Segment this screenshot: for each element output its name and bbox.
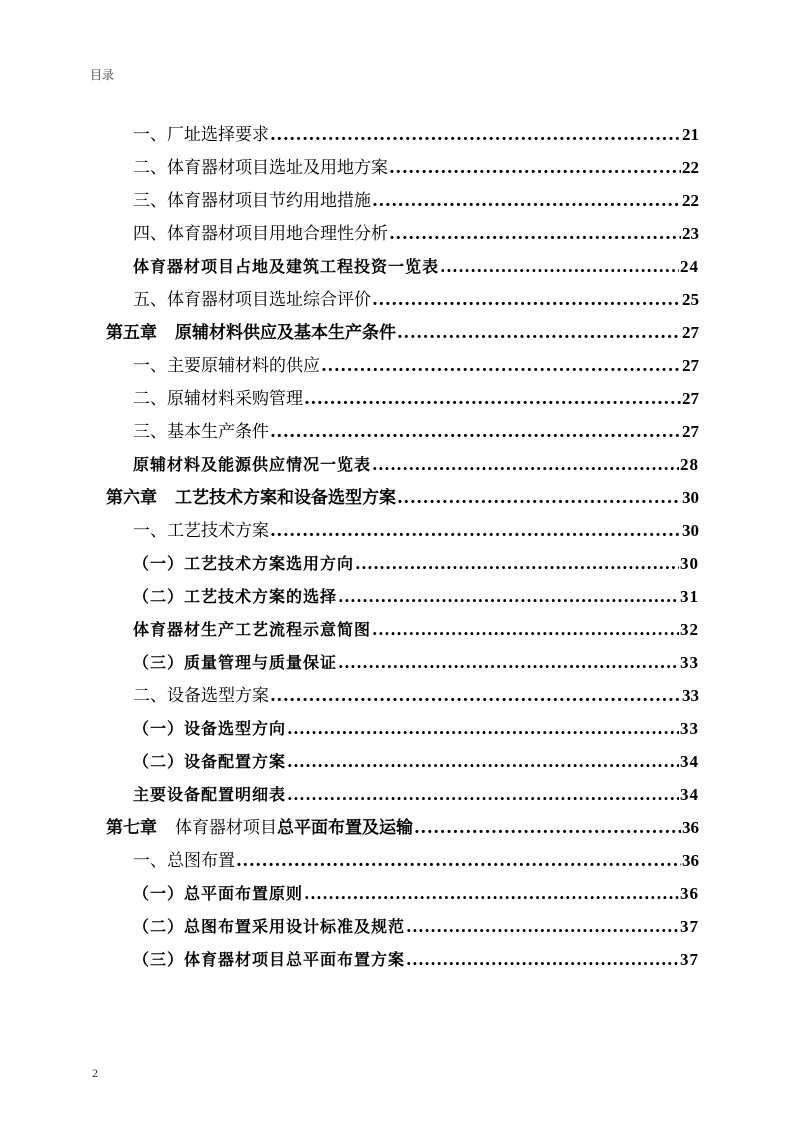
toc-entry-title: （一）设备选型方向 [133, 719, 287, 738]
toc-entry-title: （二）总图布置采用设计标准及规范 [133, 917, 406, 936]
toc-entry-page: 22 [682, 191, 699, 210]
toc-entry[interactable] [133, 382, 699, 415]
toc-entry-title: 一、工艺技术方案 [133, 521, 269, 541]
toc-entry-page: 32 [680, 620, 699, 639]
toc-entry-title: 一、厂址选择要求 [133, 125, 269, 145]
running-header: 目录 [90, 68, 115, 82]
toc-entry[interactable] [133, 118, 699, 151]
toc-entry-page: 36 [682, 818, 699, 837]
toc-entry-page: 36 [680, 884, 699, 903]
toc-entry[interactable] [133, 580, 699, 613]
toc-entry-title: 二、体育器材项目选址及用地方案 [133, 158, 388, 178]
toc-entry-title: （一）总平面布置原则 [133, 884, 304, 903]
toc-entry[interactable] [133, 844, 699, 877]
toc-entry-title: 三、体育器材项目节约用地措施 [133, 191, 371, 211]
toc-entry-title: 体育器材生产工艺流程示意简图 [133, 620, 372, 639]
toc-entry-title: 二、设备选型方案 [133, 686, 269, 706]
dot-leader [304, 383, 681, 416]
dot-leader [397, 482, 681, 515]
dot-leader [304, 877, 679, 910]
toc-chapter-entry[interactable] [106, 316, 699, 349]
toc-entry-page: 36 [682, 851, 699, 870]
toc-entry-page: 37 [680, 950, 699, 969]
dot-leader [372, 448, 679, 481]
toc-entry[interactable] [133, 415, 699, 448]
toc-entry-title: （一）工艺技术方案选用方向 [133, 554, 355, 573]
toc-entry-title: 二、原辅材料采购管理 [133, 389, 303, 409]
dot-leader [389, 218, 681, 251]
toc-entry[interactable] [133, 514, 699, 547]
dot-leader [270, 119, 681, 152]
dot-leader [287, 745, 679, 778]
chapter-number: 第七章 [106, 818, 157, 838]
chapter-name: 总平面布置及运输 [277, 818, 413, 838]
dot-leader [372, 613, 679, 646]
toc-entry-title: （三）体育器材项目总平面布置方案 [133, 950, 406, 969]
toc-entry[interactable] [133, 448, 699, 481]
toc-entry-page: 27 [682, 389, 699, 408]
toc-chapter-title [106, 317, 396, 350]
toc-entry[interactable] [133, 646, 699, 679]
toc-entry-page: 34 [680, 785, 699, 804]
toc-entry[interactable] [133, 349, 699, 382]
toc-entry-page: 34 [680, 752, 699, 771]
chapter-number: 第五章 [106, 323, 157, 343]
dot-leader [372, 185, 681, 218]
toc-entry-title: 原辅材料及能源供应情况一览表 [133, 455, 372, 474]
toc-entry-page: 27 [682, 356, 699, 375]
toc-entry-page: 28 [680, 455, 699, 474]
toc-entry-title: （三）质量管理与质量保证 [133, 653, 338, 672]
toc-entry-title: 五、体育器材项目选址综合评价 [133, 290, 371, 310]
toc-entry[interactable] [133, 712, 699, 745]
toc-entry[interactable] [133, 184, 699, 217]
dot-leader [338, 646, 679, 679]
toc-entry[interactable] [133, 151, 699, 184]
toc-chapter-title [106, 812, 413, 845]
toc-chapter-entry[interactable] [106, 481, 699, 514]
toc-entry-title: 一、主要原辅材料的供应 [133, 356, 320, 376]
toc-entry[interactable] [133, 943, 699, 976]
chapter-number: 第六章 [106, 488, 157, 508]
dot-leader [440, 250, 679, 283]
toc-entry[interactable] [133, 250, 699, 283]
toc-entry-page: 33 [680, 719, 699, 738]
toc-entry-page: 33 [680, 653, 699, 672]
dot-leader [406, 910, 679, 943]
dot-leader [389, 152, 681, 185]
toc-entry-page: 21 [682, 125, 699, 144]
toc-entry-title: 主要设备配置明细表 [133, 785, 287, 804]
toc-entry-page: 33 [682, 686, 699, 705]
toc-entry[interactable] [133, 778, 699, 811]
toc-entry-page: 37 [680, 917, 699, 936]
dot-leader [236, 845, 681, 878]
toc-entry[interactable] [133, 547, 699, 580]
toc-entry-title: （二）工艺技术方案的选择 [133, 587, 338, 606]
toc-entry[interactable] [133, 613, 699, 646]
chapter-name: 原辅材料供应及基本生产条件 [175, 323, 396, 343]
dot-leader [372, 284, 681, 317]
toc-entry-page: 30 [680, 554, 699, 573]
toc-entry[interactable] [133, 679, 699, 712]
dot-leader [287, 778, 679, 811]
toc-entry-page: 30 [682, 488, 699, 507]
dot-leader [397, 317, 681, 350]
toc-entry-page: 25 [682, 290, 699, 309]
toc-entry-title: 一、总图布置 [133, 851, 235, 871]
toc-entry-page: 22 [682, 158, 699, 177]
toc-entry-title: 体育器材项目占地及建筑工程投资一览表 [133, 257, 440, 276]
dot-leader [406, 943, 679, 976]
toc-entry-title: 三、基本生产条件 [133, 422, 269, 442]
chapter-name-prefix: 体育器材项目 [175, 818, 277, 838]
page-number: 2 [92, 1066, 98, 1080]
dot-leader [414, 812, 681, 845]
dot-leader [338, 580, 679, 613]
toc-entry-title: 四、体育器材项目用地合理性分析 [133, 224, 388, 244]
toc-entry[interactable] [133, 217, 699, 250]
dot-leader [270, 680, 681, 713]
toc-entry[interactable] [133, 877, 699, 910]
toc-entry[interactable] [133, 910, 699, 943]
dot-leader [355, 547, 679, 580]
toc-entry-page: 23 [682, 224, 699, 243]
chapter-name: 工艺技术方案和设备选型方案 [175, 488, 396, 508]
toc-entry-page: 30 [682, 521, 699, 540]
dot-leader [270, 416, 681, 449]
toc-entry-page: 27 [682, 422, 699, 441]
dot-leader [287, 712, 679, 745]
toc-entry-title: （二）设备配置方案 [133, 752, 287, 771]
dot-leader [321, 350, 681, 383]
toc-entry-page: 31 [680, 587, 699, 606]
toc-entry-page: 27 [682, 323, 699, 342]
toc-chapter-entry[interactable] [106, 811, 699, 844]
toc-chapter-title [106, 482, 396, 515]
toc-entry[interactable] [133, 283, 699, 316]
toc-entry-page: 24 [680, 257, 699, 276]
toc-entry[interactable] [133, 745, 699, 778]
dot-leader [270, 515, 681, 548]
